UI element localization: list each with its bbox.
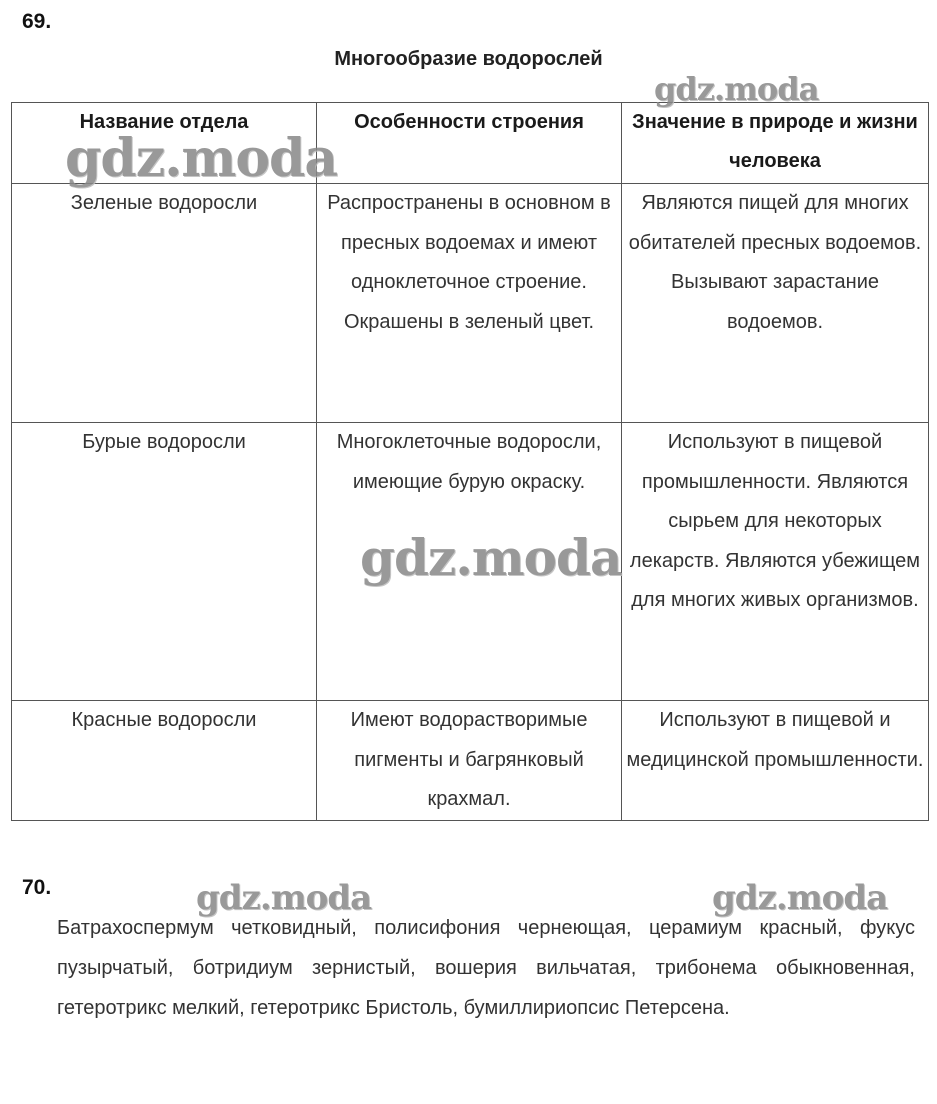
watermark: gdz.moda <box>65 128 338 189</box>
cell-structure: Распространены в основном в пресных водоемах и имеют одноклеточное строение. Окрашены в зеленый цвет. <box>317 184 622 423</box>
header-structure: Особенности строения <box>317 103 622 184</box>
cell-significance: Используют в пищевой промышленности. Являются сырьем для некоторых лекарств. Являются убежищем для многих живых организмов. <box>622 423 929 701</box>
header-significance: Значение в природе и жизни человека <box>622 103 929 184</box>
watermark: gdz.moda <box>196 878 372 918</box>
watermark: gdz.moda <box>360 528 622 587</box>
task-69-number: 69. <box>22 10 52 33</box>
cell-significance: Используют в пищевой и медицинской промышленности. <box>622 701 929 821</box>
cell-structure: Имеют водорастворимые пигменты и багрянковый крахмал. <box>317 701 622 821</box>
header-division: Название отдела <box>12 103 317 184</box>
algae-table <box>11 102 929 821</box>
watermark: gdz.moda <box>712 878 888 918</box>
cell-significance: Являются пищей для многих обитателей пресных водоемов. Вызывают зарастание водоемов. <box>622 184 929 423</box>
table-row <box>12 184 929 423</box>
watermark: gdz.moda <box>654 70 819 108</box>
task-70-number: 70. <box>22 876 52 899</box>
table-title: Многообразие водорослей <box>334 48 603 70</box>
table-row <box>12 701 929 821</box>
cell-name: Красные водоросли <box>12 701 317 821</box>
cell-name: Зеленые водоросли <box>12 184 317 423</box>
task-70-text: Батрахоспермум четковидный, полисифония чернеющая, церамиум красный, фукус пузырчатый, ботридиум зернистый, вошерия вильчатая, трибонема обыкновенная, гетеротрикс мелкий, гетеротрикс Бристоль, бумиллириопсис Петерсена. <box>57 917 915 1019</box>
cell-name: Бурые водоросли <box>12 423 317 701</box>
cell-structure: Многоклеточные водоросли, имеющие бурую окраску. <box>317 423 622 701</box>
